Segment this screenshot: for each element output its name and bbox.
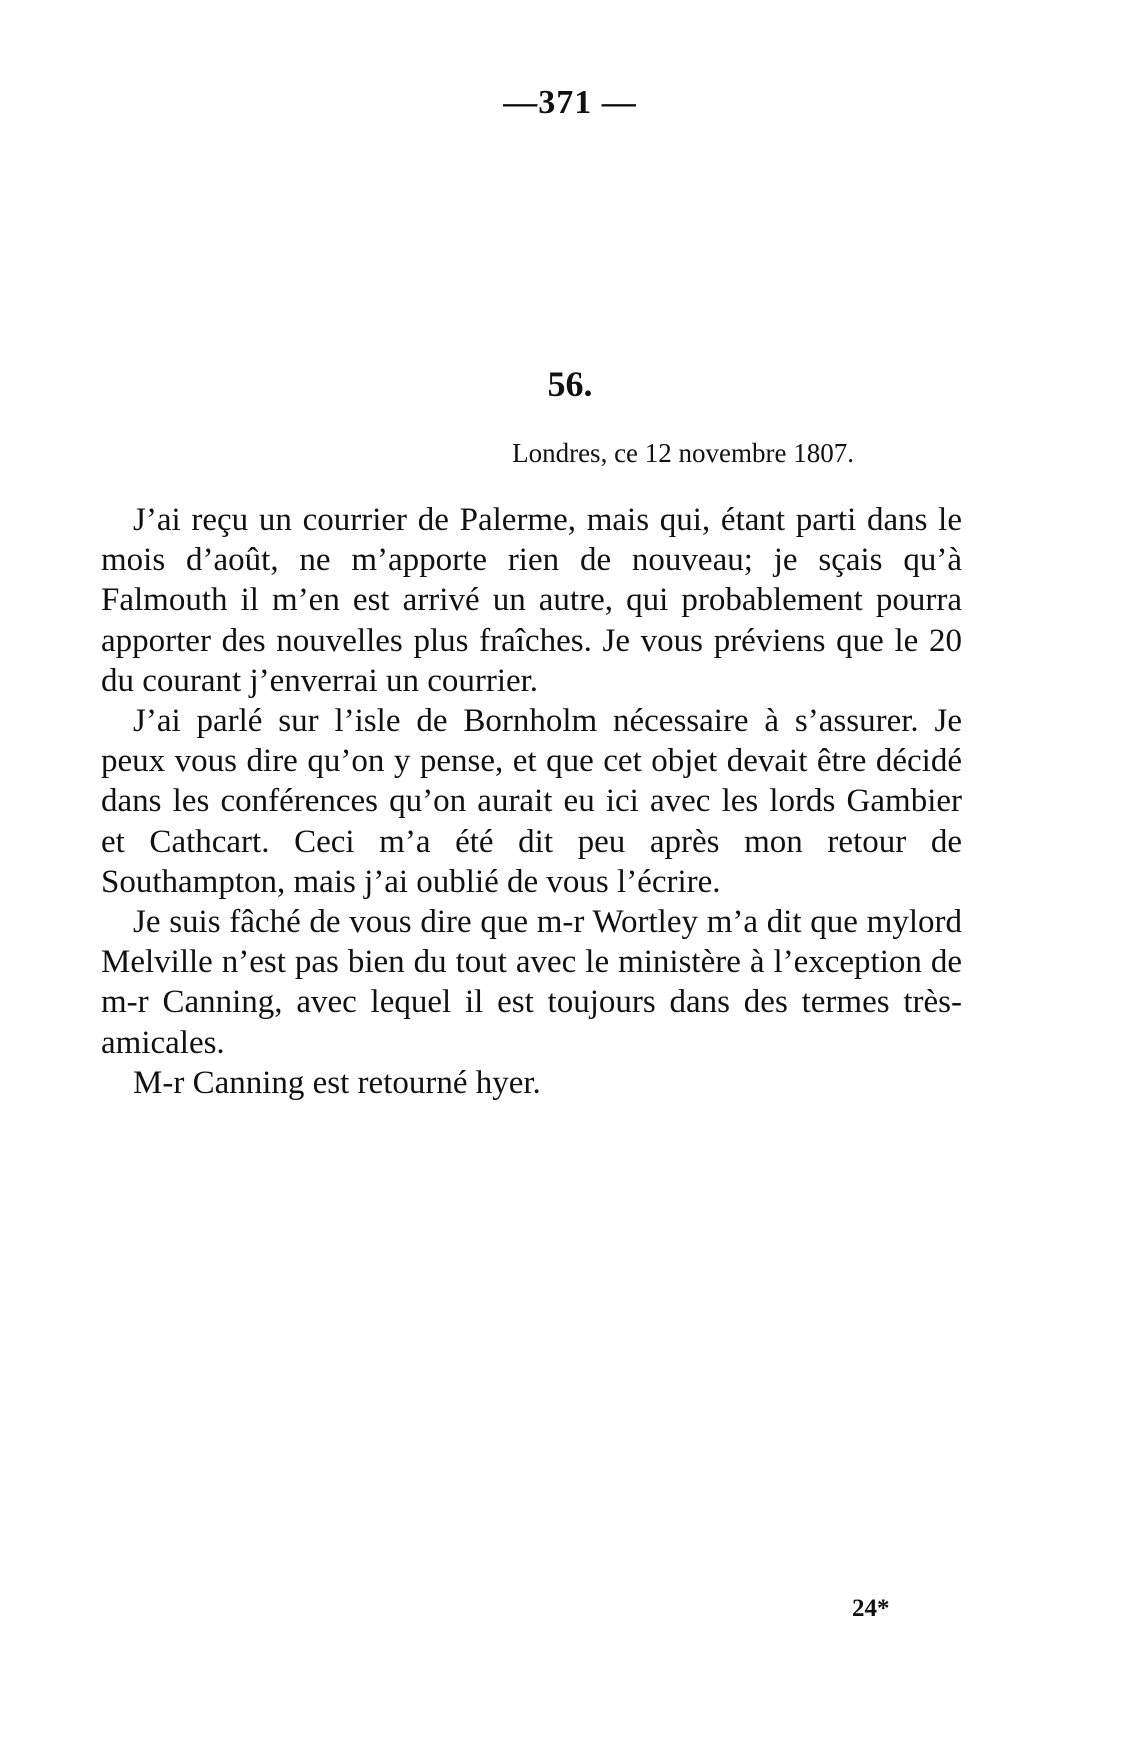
printer-signature-mark: 24* [852, 1595, 890, 1622]
letter-body [101, 500, 962, 1103]
paragraph-2: J’ai parlé sur l’isle de Bornholm nécessaire à s’assurer. Je peux vous dire qu’on y pense, et que cet objet devait être décidé dans les conférences qu’on aurait eu ici avec les lords Gambier et Cathcart. Ceci m’a été dit peu après mon retour de Southampton, mais j’ai oublié de vous l’écrire. [101, 703, 962, 900]
paragraph-1: J’ai reçu un courrier de Palerme, mais qui, étant parti dans le mois d’août, ne m’apporte rien de nouveau; je sçais qu’à Falmouth il m’en est arrivé un autre, qui probablement pourra apporter des nouvelles plus fraîches. Je vous préviens que le 20 du courant j’enverrai un courrier. [101, 502, 962, 699]
letter-dateline: Londres, ce 12 novembre 1807. [512, 438, 854, 468]
paragraph-4: M-r Canning est retourné hyer. [133, 1064, 541, 1101]
letter-number: 56. [547, 364, 593, 404]
page-number: —371 — [503, 84, 637, 121]
paragraph-3: Je suis fâché de vous dire que m-r Wortley m’a dit que mylord Melville n’est pas bien du tout avec le ministère à l’exception de m-r Canning, avec lequel il est toujours dans des termes très-amicales. [101, 904, 962, 1061]
